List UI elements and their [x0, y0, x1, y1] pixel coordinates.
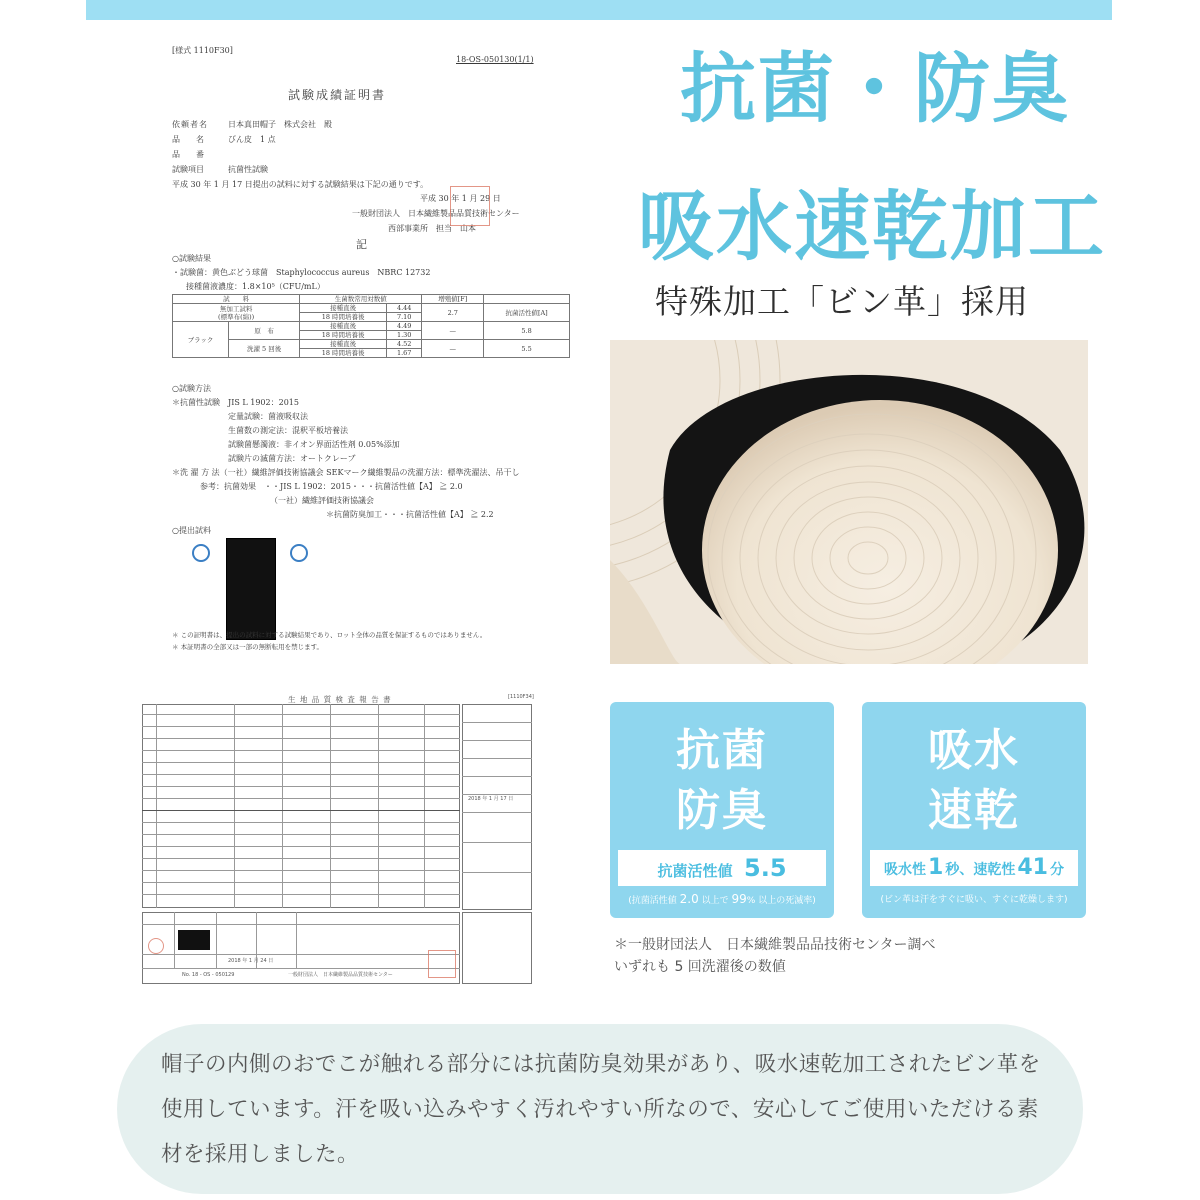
seal-stamp [450, 186, 490, 226]
badge-line: 速乾 [928, 785, 1020, 836]
headline-quick-dry: 吸水速乾加工 [638, 182, 1106, 271]
absorb-value: 1 [928, 855, 944, 880]
report-side-panel [462, 704, 532, 910]
headline-antibacterial: 抗菌・防臭 [680, 44, 1070, 133]
quick-dry-badge [862, 702, 1086, 918]
report-grid [142, 704, 460, 908]
inoculum-concentration: 接種菌液濃度：1.8×10⁵（CFU/mL） [186, 282, 325, 291]
table-cell: ブラック [173, 322, 229, 358]
report-date: 2018 年 1 月 24 日 [228, 958, 274, 964]
document-number: 18-OS-050130(1/1) [456, 55, 534, 64]
ki-mark: 記 [356, 238, 367, 251]
badge-line: 吸水 [928, 725, 1020, 776]
method-line: ＊洗 濯 方 法（一社）繊維評価技術協議会 SEKマーク繊維製品の洗濯方法：標準洗濯法、吊干し [172, 468, 520, 477]
absorb-value-bar: 吸水性1 秒、速乾性41 分 [870, 850, 1078, 886]
table-cell: 接種直後 [300, 340, 387, 349]
method-line: 参考：抗菌効果 ・・JIS L 1902：2015・・・抗菌活性値【A】 ≧ 2.0 [200, 482, 463, 491]
table-cell: 1.30 [387, 331, 422, 340]
antibacterial-value-bar: 抗菌活性値 5.5 [618, 850, 826, 886]
method-line: ＊抗菌性試験 JIS L 1902：2015 [172, 398, 299, 407]
certificate-org: 一般財団法人 日本繊維製品品質技術センター [352, 209, 520, 218]
sample-heading: ○提出試料 [172, 526, 211, 535]
table-cell: 4.44 [387, 304, 422, 313]
received-date: 2018 年 1 月 17 日 [468, 796, 514, 802]
badge-line: 抗菌 [676, 725, 768, 776]
method-line: ＊抗菌防臭加工・・・抗菌活性値【A】 ≧ 2.2 [326, 510, 494, 519]
table-cell: 接種直後 [300, 304, 387, 313]
table-cell: 2.7 [422, 304, 484, 322]
field-row: 試験項目 [172, 165, 204, 174]
table-cell: 無加工試料 (標準布(綿)) [173, 304, 300, 322]
table-header: 試 料 [173, 295, 300, 304]
results-heading: ○試験結果 [172, 254, 211, 263]
table-cell: 5.5 [484, 340, 570, 358]
results-table [172, 294, 570, 358]
badge-footnote: (抗菌活性値 2.0 以上で 99% 以上の死滅率) [628, 892, 816, 906]
hat-interior-photo [610, 340, 1088, 664]
certificate-branch: 西部事業所 担当 山本 [388, 224, 476, 233]
quality-mark-icon [192, 544, 210, 562]
badge-footnote: (ビン革は汗をすぐに吸い、すぐに乾燥します) [880, 895, 1068, 905]
badge-line: 防臭 [676, 785, 768, 836]
source-note: ＊一般財団法人 日本繊維製品品技術センター調べ [614, 937, 936, 953]
table-cell: 4.49 [387, 322, 422, 331]
form-code: [様式 1110F30] [172, 46, 233, 55]
field-value: びん皮 1 点 [228, 135, 276, 144]
field-value: 日本真田帽子 株式会社 殿 [228, 120, 332, 129]
table-cell: 18 時間培養後 [300, 313, 387, 322]
table-cell: 抗菌活性値[A] [484, 304, 570, 322]
report-title: 生 地 品 質 検 査 報 告 書 [288, 695, 392, 704]
description-text: 帽子の内側のおでこが触れる部分には抗菌防臭効果があり、吸水速乾加工されたビン革を使用しています。汗を吸い込みやすく汚れやすい所なので、安心してご使用いただける素材を採用しました。 [161, 1052, 1041, 1167]
fabric-swatch [178, 930, 210, 950]
table-cell: 接種直後 [300, 322, 387, 331]
antibacterial-value: 5.5 [744, 854, 787, 882]
method-line: （一社）繊維評価技術協議会 [270, 496, 374, 505]
table-cell: — [422, 340, 484, 358]
seal-stamp [148, 938, 164, 954]
test-bacteria: ・試験菌：黄色ぶどう球菌 Staphylococcus aureus NBRC 12732 [172, 268, 431, 277]
top-accent-bar [86, 0, 1112, 20]
table-cell: 18 時間培養後 [300, 331, 387, 340]
field-value: 抗菌性試験 [228, 165, 268, 174]
method-line: 生菌数の測定法：混釈平板培養法 [228, 426, 348, 435]
table-cell: 1.67 [387, 349, 422, 358]
table-cell: — [422, 322, 484, 340]
method-line: 定量試験：菌液吸収法 [228, 412, 308, 421]
method-line: 試験菌懸濁液：非イオン界面活性剤 0.05%添加 [228, 440, 400, 449]
field-row: 品 名 [172, 135, 204, 144]
wash-note: いずれも 5 回洗濯後の数値 [614, 959, 786, 975]
test-certificate [150, 38, 610, 658]
report-number: No. 18 - OS - 050129 [182, 972, 235, 978]
seal-stamp [428, 950, 456, 978]
footnote: ＊ 本証明書の全部又は一部の無断転用を禁じます。 [172, 643, 324, 651]
table-cell: 5.8 [484, 322, 570, 340]
table-cell: 18 時間培養後 [300, 349, 387, 358]
field-row: 依頼者名 [172, 120, 208, 129]
table-cell: 4.52 [387, 340, 422, 349]
footnote: ＊ この証明書は、提出の試料に対する試験結果であり、ロット全体の品質を保証するものではありません。 [172, 631, 487, 639]
table-header: 生菌数常用対数値 [300, 295, 422, 304]
antibacterial-badge [610, 702, 834, 918]
certificate-intro: 平成 30 年 1 月 17 日提出の試料に対する試験結果は下記の通りです。 [172, 180, 429, 189]
dry-value: 41 [1017, 855, 1048, 880]
method-line: 試験片の滅菌方法：オートクレーブ [228, 454, 356, 463]
quality-mark-icon [290, 544, 308, 562]
hat-illustration [610, 340, 1088, 664]
subheading: 特殊加工「ビン革」採用 [655, 282, 1029, 321]
certificate-title: 試験成績証明書 [288, 88, 387, 102]
certificate-date: 平成 30 年 1 月 29 日 [420, 194, 501, 203]
inspection-report [138, 692, 538, 992]
field-row: 品 番 [172, 150, 204, 159]
report-code: [1110F34] [508, 694, 534, 700]
fabric-sample [226, 538, 276, 640]
table-header: 増殖値[F] [422, 295, 484, 304]
table-cell: 7.10 [387, 313, 422, 322]
report-org: 一般財団法人 日本繊維製品品質技術センター [288, 972, 393, 978]
table-cell: 原 布 [229, 322, 300, 340]
method-heading: ○試験方法 [172, 384, 211, 393]
report-notes-panel [462, 912, 532, 984]
table-cell: 洗濯 5 回後 [229, 340, 300, 358]
